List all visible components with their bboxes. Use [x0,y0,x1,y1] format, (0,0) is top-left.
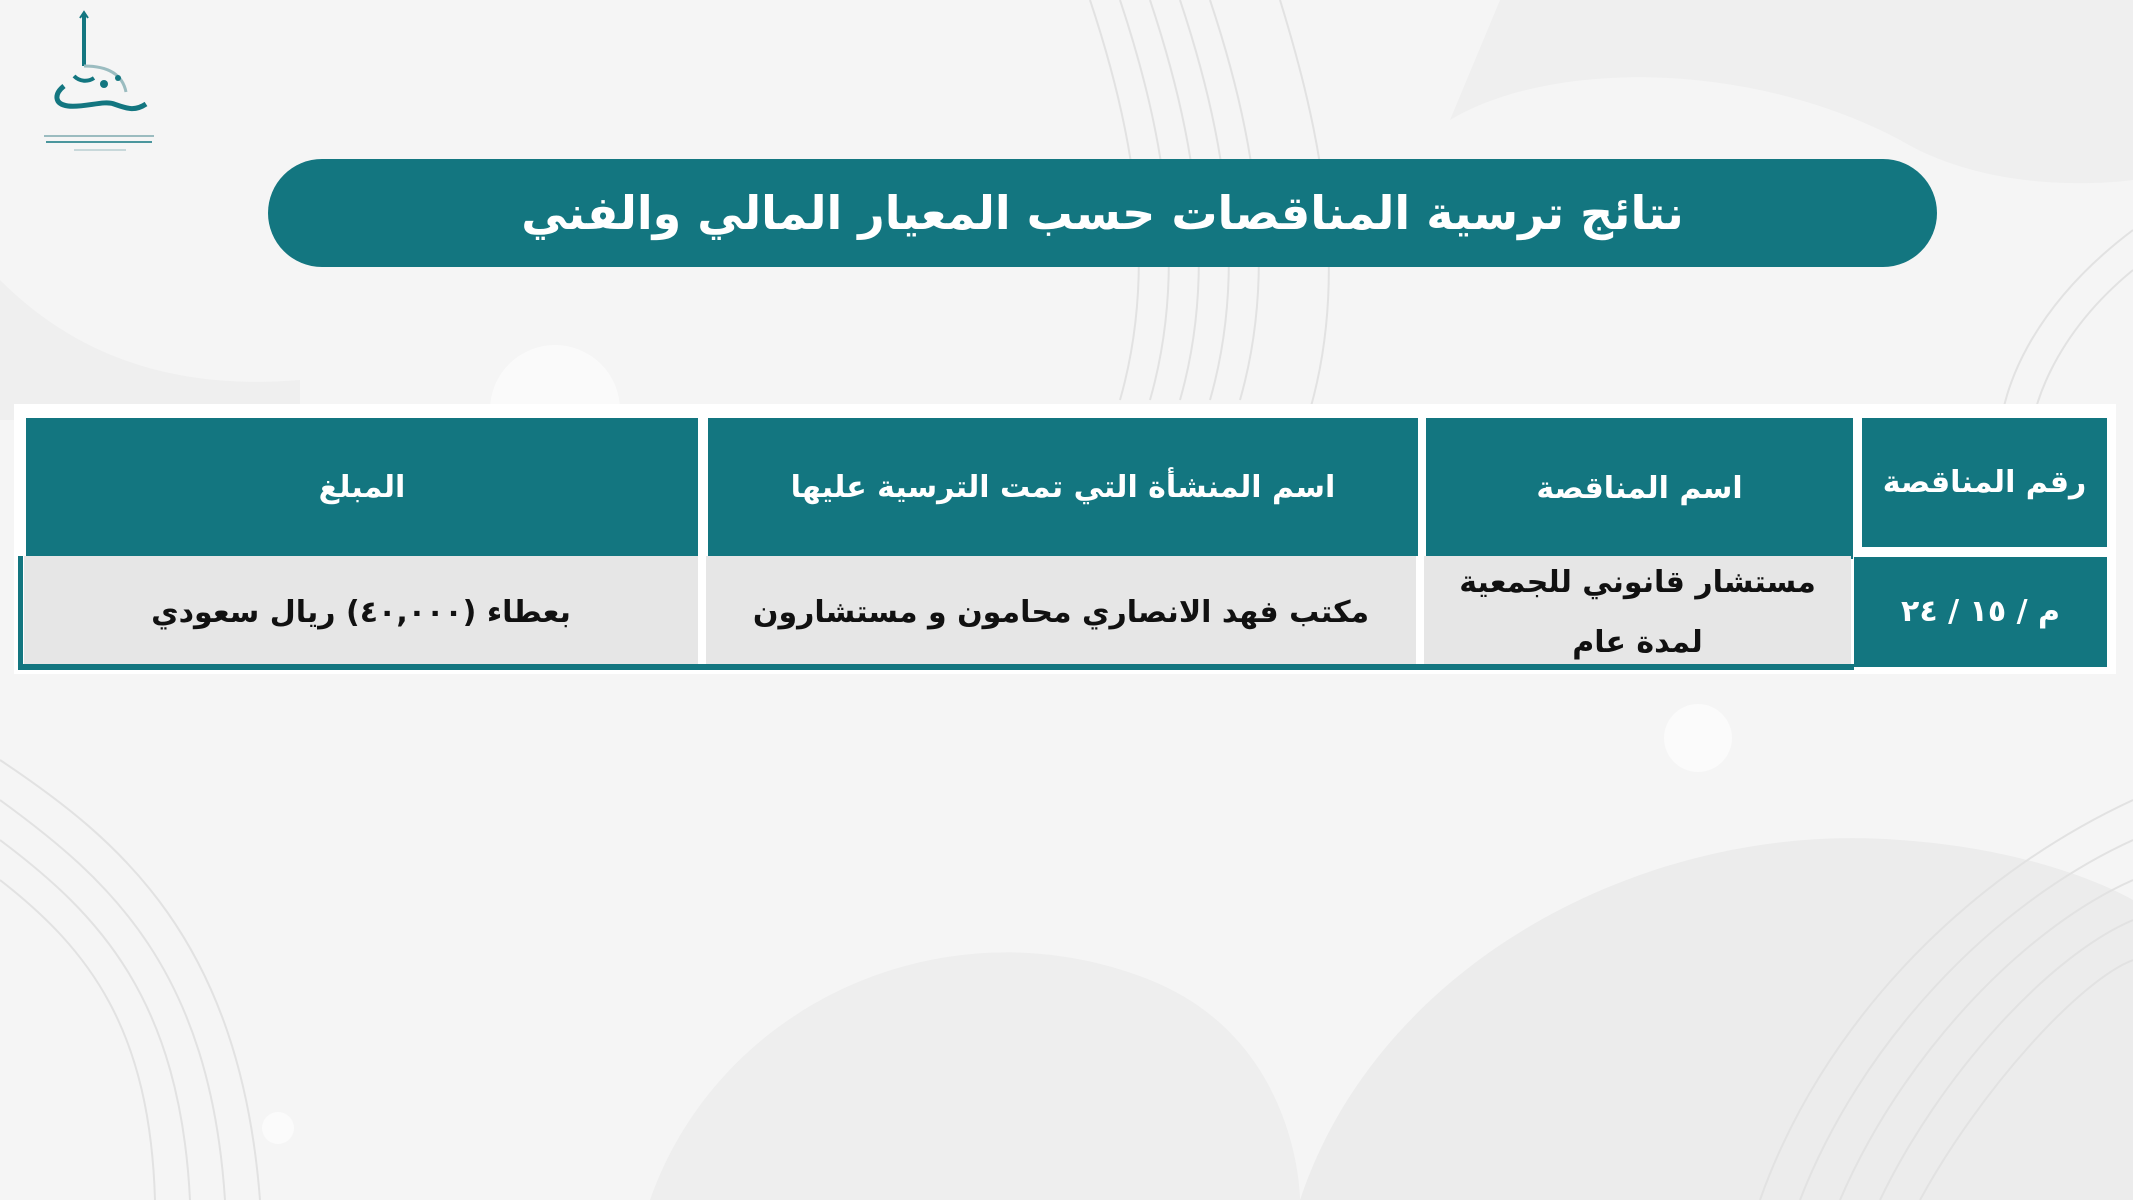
page-title: نتائج ترسية المناقصات حسب المعيار المالي والفني [521,186,1684,240]
results-table [14,404,2116,674]
table-bottom-border [18,664,1854,670]
header-amount: المبلغ [26,418,698,556]
header-awarded-entity: اسم المنشأة التي تمت الترسية عليها [708,418,1418,556]
logo [34,8,164,156]
header-tender-number: رقم المناقصة [1862,418,2107,547]
cell-awarded-entity: مكتب فهد الانصاري محامون و مستشارون [706,556,1416,670]
cell-tender-name-line2: لمدة عام [1572,625,1703,660]
page-title-banner [268,159,1937,267]
cell-tender-name [1424,556,1851,670]
header-tender-name: اسم المناقصة [1426,418,1853,559]
table-left-border [18,556,23,670]
cell-tender-number: م / ١٥ / ٢٤ [1854,557,2107,667]
cell-amount: بعطاء (٤٠,٠٠٠) ريال سعودي [24,556,698,670]
cell-tender-name-line1: مستشار قانوني للجمعية [1459,565,1816,600]
